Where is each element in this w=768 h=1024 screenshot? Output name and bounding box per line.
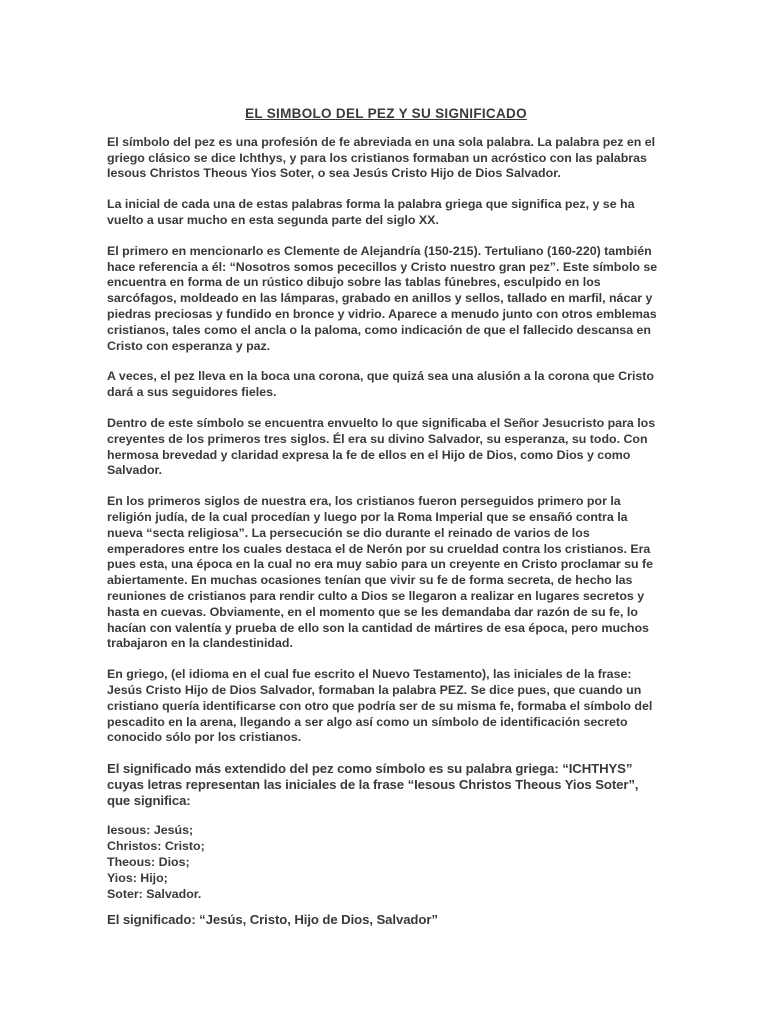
list-item: Yios: Hijo; [107,870,168,885]
closing-line: El significado: “Jesús, Cristo, Hijo de Dios, Salvador” [107,912,438,928]
paragraph-meaning: Dentro de este símbolo se encuentra envuelto lo que significaba el Señor Jesucristo para los creyentes de los primeros tres siglos. Él era su divino Salvador, su esperanza, su todo. Con hermosa brevedad y claridad expresa la fe de ellos en el Hijo de Dios, como Dios y como Salvador. [107,415,656,478]
document-page [107,106,665,943]
list-item: Soter: Salvador. [107,886,202,901]
paragraph-crown: A veces, el pez lleva en la boca una corona, que quizá sea una alusión a la corona que Cristo dará a sus seguidores fieles. [107,369,654,400]
list-item: Christos: Cristo; [107,839,205,854]
paragraph-intro: El símbolo del pez es una profesión de fe abreviada en una sola palabra. La palabra pez en el griego clásico se dice Ichthys, y para los cristianos formaban un acróstico con las palabras Iesous Christos Theous Yios Soter, o sea Jesús Cristo Hijo de Dios Salvador. [107,134,656,181]
list-item: Theous: Dios; [107,855,190,870]
acrostic-list [107,823,665,902]
paragraph-initials: La inicial de cada una de estas palabras forma la palabra griega que significa pez, y se ha vuelto a usar mucho en esta segunda parte del siglo XX. [107,197,635,227]
paragraph-greek: En griego, (el idioma en el cual fue escrito el Nuevo Testamento), las iniciales de la frase: Jesús Cristo Hijo de Dios Salvador, formaban la palabra PEZ. Se dice pues, que cuando un cristiano quería identificarse con otro que podría ser de su misma fe, formaba el símbolo del pescadito en la arena, llegando a ser algo así como un símbolo de identificación secreto conocido sólo por los cristianos. [107,667,653,745]
list-item: Iesous: Jesús; [107,823,194,838]
paragraph-history: El primero en mencionarlo es Clemente de Alejandría (150-215). Tertuliano (160-220) también hace referencia a él: “Nosotros somos pececillos y Cristo nuestro gran pez”. Este símbolo se encuentra en forma de un rústico dibujo sobre las tablas fúnebres, esculpido en los sarcófagos, moldeado en las lámparas, grabado en anillos y sellos, tallado en marfil, nácar y piedras preciosas y fundido en bronce y vidrio. Aparece a menudo junto con otros emblemas cristianos, tales como el ancla o la paloma, como indicación de que el fallecido descansa en Cristo con esperanza y paz. [107,243,658,353]
paragraph-ichthys: El significado más extendido del pez como símbolo es su palabra griega: “ICHTHYS” cuyas letras representan las iniciales de la frase “Iesous Christos Theous Yios Soter”, que significa: [107,761,639,808]
document-title: EL SIMBOLO DEL PEZ Y SU SIGNIFICADO [245,106,527,121]
paragraph-persecution: En los primeros siglos de nuestra era, los cristianos fueron perseguidos primero por la religión judía, de la cual procedían y luego por la Roma Imperial que se ensañó contra la nueva “secta religiosa”. La persecución se dio durante el reinado de varios de los emperadores entre los cuales destaca el de Nerón por su crueldad contra los cristianos. Era pues esta, una época en la cual no era muy sabio para un creyente en Cristo proclamar su fe abiertamente. En muchas ocasiones tenían que vivir su fe de forma secreta, de hecho las reuniones de cristianos para rendir culto a Dios se llegaron a realizar en lugares secretos y hasta en cuevas. Obviamente, en el momento que se les demandaba dar razón de su fe, lo hacían con valentía y prueba de ello son la cantidad de mártires de esa época, pero muchos trabajaron en la clandestinidad. [107,494,654,651]
